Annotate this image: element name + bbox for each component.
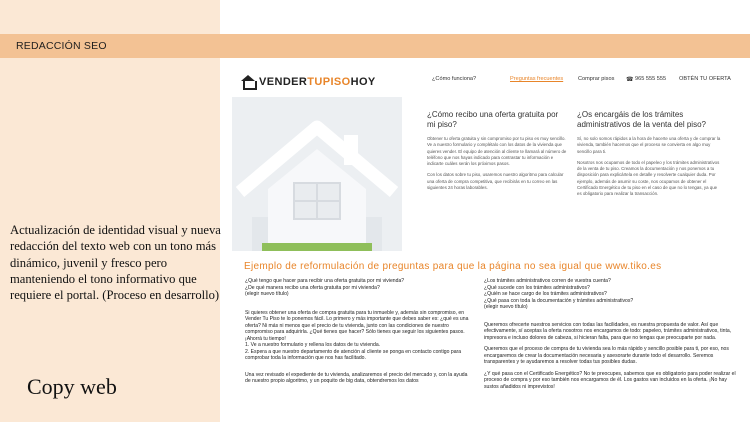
example-title: Ejemplo de reformulación de preguntas para que la página no sea igual que www.tiko.es [244, 261, 662, 272]
question-note: (elegir nuevo título) [484, 304, 528, 310]
question-option-1: ¿Los trámites administrativos corren de vuestra cuenta? [484, 278, 611, 284]
project-description: Actualización de identidad visual y nueva redacción del texto web con un tono más dinámico, juvenil y fresco pero manteniendo el tono informativo que requiere el portal. (Proceso en desarrollo) [10, 223, 221, 303]
left-panel [0, 0, 220, 422]
logo-text: VENDERTUPISOHOY [259, 76, 376, 88]
house-illustration [232, 97, 402, 251]
question-note: (elegir nuevo título) [245, 291, 289, 297]
phone-icon: ☎ [626, 77, 634, 83]
faq-text-offer-1: Obtener tu oferta gratuita y sin compromiso por tu piso es muy sencillo. Ve a nuestro formulario y complétalo con los datos de la vivienda que quieres vender. El equipo de atención al cliente te llamará al número de teléfono que nos hayas indicado para contrastar tu información e indicarte cuáles serán los próximos pasos. [427, 136, 567, 167]
section-band [0, 34, 750, 58]
question-option-2: ¿De qué manera recibo una oferta gratuita por mi vivienda? [245, 284, 380, 291]
faq-heading-offer: ¿Cómo recibo una oferta gratuita por mi piso? [427, 110, 559, 129]
nav-faq[interactable]: Preguntas frecuentes [510, 76, 564, 82]
rewrite-block-offer [245, 278, 470, 385]
rewrite-paragraph: Una vez revisado el expediente de tu vivienda, analizaremos el precio del mercado y, con la ayuda de nuestro propio algoritmo, y un poquito de big data, obtendremos los datos [245, 371, 468, 384]
rewrite-paragraph: Queremos que el proceso de compra de tu vivienda sea lo más rápido y sencillo posible para ti, por eso, nos encargaremos de crear la documentación necesaria y asesorarte durante todo el desarrollo. Seremos transparentes y te ayudaremos a resolver todas tus posibles dudas. [484, 346, 729, 365]
rewrite-block-admin [484, 278, 736, 395]
rewrite-paragraph: ¿Y qué pasa con el Certificado Energético? No te preocupes, sabemos que es obligatorio para poder realizar el proceso de compra y por eso también nos encargamos de él. Los gastos van incluidos en la oferta. ¡No hay sustos añadidos ni imprevistos! [484, 370, 736, 390]
question-option-4: ¿Qué pasa con toda la documentación y trámites administrativos? [484, 297, 634, 304]
faq-text-offer-2: Con los datos sobre tu piso, usaremos nuestro algoritmo para calcular una oferta de compra competitiva, que recibirás en tu correo en las siguientes 24 horas laborables. [427, 172, 564, 191]
nav-cta[interactable]: OBTÉN TU OFERTA [679, 76, 731, 82]
rewrite-paragraph: Queremos ofrecerte nuestros servicios con todas las facilidades, es nuestra propuesta de valor. Así que efectivamente, sí aceptas la oferta nosotros nos encargamos de todo: papeleo, trámites administrativos, tinta, impresora e incluso dolores de cabeza, si hicieran falta, para que no tengas que preocuparte por nada. [484, 321, 732, 341]
rewrite-step-1: 1. Ve a nuestro formulario y rellena los datos de tu vivienda. [245, 342, 381, 348]
faq-column-offer [427, 110, 567, 196]
rewrite-step-2: 2. Espera a que nuestro departamento de atención al cliente se ponga en contacto contigo para comprobar toda la información que nos has facilitado. [245, 348, 462, 361]
section-label: REDACCIÓN SEO [16, 40, 107, 52]
house-logo-icon [240, 75, 256, 89]
question-option-1: ¿Qué tengo que hacer para recibir una oferta gratuita por mi vivienda? [245, 278, 405, 284]
nav-phone[interactable]: 965 555 555 [635, 76, 667, 82]
rewrite-paragraph: Si quieres obtener una oferta de compra gratuita para tu inmueble y, además sin compromiso, en Vender Tu Piso te lo ponemos fácil. Lo primero y más importante que debes saber es: ¿qué es una oferta? Ni más ni menos que el precio de tu vivienda, junto con las condiciones de nuestro compromiso para adquirirla. ¿Qué tienes que hacer? Sólo tienes que seguir los siguientes pasos. ¡Ahorrá tu tiempo! [245, 309, 469, 342]
nav-buy[interactable]: Comprar pisos [578, 76, 615, 82]
faq-column-admin [577, 110, 722, 203]
faq-text-admin-1: Sí, no solo somos rápidos a la hora de hacerte una oferta y de comprar la vivienda, también hacemos que el proceso se convierta en algo muy sencillo para ti. [577, 136, 721, 154]
faq-heading-admin: ¿Os encargáis de los trámites administrativos de la venta del piso? [577, 110, 706, 129]
site-logo[interactable] [240, 74, 376, 90]
house-icon [232, 97, 402, 251]
faq-text-admin-2: Nosotros nos ocupamos de todo el papeleo y los trámites administrativos de la venta de tu piso. Creamos la documentación y nos ponemos a tu disposición para explicártela en detalle y resolverte cualquier duda. Por ejemplo, además de asumir su coste, nos ocupamos de obtener el Certificado Energético de tu piso en el caso de que no lo tengas, ya que es obligatorio para realizar la transacción. [577, 159, 720, 197]
question-option-2: ¿Qué sucede con los trámites administrativos? [484, 284, 590, 291]
nav-how-it-works[interactable]: ¿Cómo funciona? [432, 76, 477, 82]
question-option-3: ¿Quién se hace cargo de los trámites administrativos? [484, 291, 607, 297]
project-title: Copy web [27, 374, 117, 399]
